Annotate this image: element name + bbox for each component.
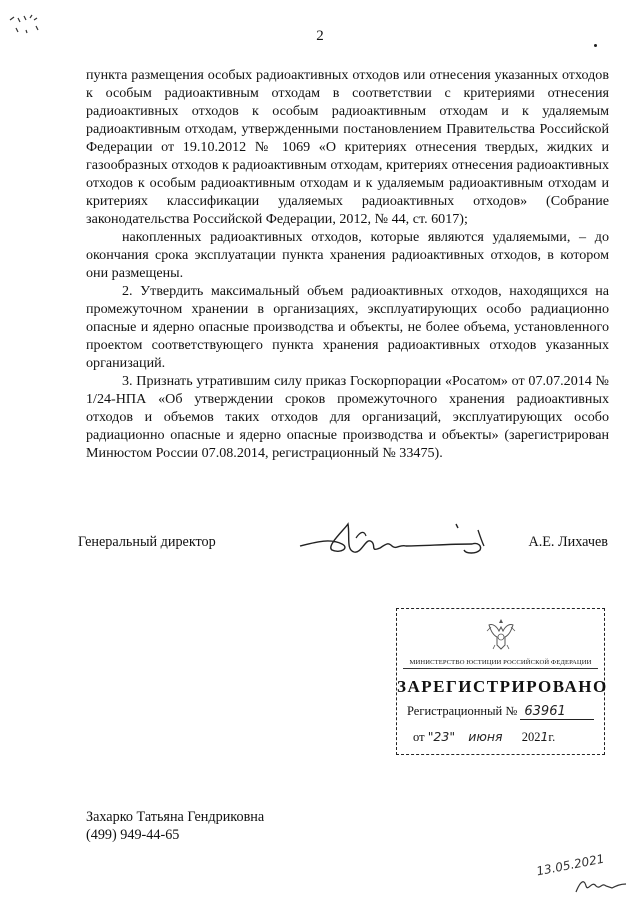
registration-label: Регистрационный №	[407, 704, 518, 718]
handwritten-date: 13.05.2021	[535, 851, 606, 879]
date-day: "23"	[427, 729, 456, 744]
handwritten-initials	[572, 872, 630, 898]
registration-number-line	[407, 704, 594, 720]
document-body	[86, 66, 609, 462]
date-prefix: от	[413, 730, 425, 744]
date-year-suffix: 1	[540, 729, 549, 744]
signatory-title: Генеральный директор	[78, 534, 216, 550]
registration-number: 63961	[524, 704, 566, 719]
contact-phone: (499) 949-44-65	[86, 827, 180, 843]
paragraph-continuation: пункта размещения особых радиоактивных отходов или отнесения указанных отходов к особым радиоактивным отходам в соответствии с критериями отнесения радиоактивных отходов к особым радиоактивным отходам и к удаляемым радиоактивным отходам, утвержденными постановлением Правительства Российской Федерации от 19.10.2012 № 1069 «О критериях отнесения твердых, жидких и газообразных отходов к радиоактивным отходам, критериях отнесения радиоактивных отходов к особым радиоактивным отходам и к удаляемым радиоактивным отходам и критериях классификации удаляемых радиоактивных отходов» (Собрание законодательства Российской Федерации, 2012, № 44, ст. 6017);	[86, 67, 609, 227]
registration-stamp	[396, 608, 608, 755]
contact-block	[86, 808, 264, 844]
stamp-registered-title: ЗАРЕГИСТРИРОВАНО	[397, 677, 608, 696]
date-month: июня	[468, 729, 503, 744]
contact-name: Захарко Татьяна Гендриковна	[86, 809, 265, 825]
scan-dot	[594, 44, 597, 47]
paragraph-item-2: 2. Утвердить максимальный объем радиоактивных отходов, находящихся на промежуточном хранении в организациях, эксплуатирующих особо радиационно опасные и ядерно опасные производства и объекты, не более объема, установленного проектом соответствующего пункта хранения радиоактивных отходов указанных организаций.	[86, 283, 609, 371]
signature-row	[78, 534, 608, 558]
date-year-prefix: 202	[521, 730, 541, 744]
date-suffix: г.	[548, 730, 556, 744]
registration-date-line	[413, 729, 555, 745]
paragraph-accumulated-waste: накопленных радиоактивных отходов, которые являются удаляемыми, – до окончания срока эксплуатации пункта хранения радиоактивных отходов, в котором они размещены.	[86, 229, 609, 281]
signatory-name: А.Е. Лихачев	[528, 534, 608, 550]
page-number: 2	[316, 28, 324, 44]
double-headed-eagle-emblem	[481, 615, 521, 653]
paragraph-item-3: 3. Признать утратившим силу приказ Госкорпорации «Росатом» от 07.07.2014 № 1/24-НПА «Об утверждении сроков промежуточного хранения радиоактивных отходов и объемов таких отходов для организаций, эксплуатирующих особо радиационно опасные и ядерно опасные производства и объекты» (зарегистрирован Минюстом России 07.08.2014, регистрационный № 33475).	[86, 373, 609, 461]
stamp-divider	[403, 668, 598, 669]
ministry-caption: МИНИСТЕРСТВО ЮСТИЦИИ РОССИЙСКОЙ ФЕДЕРАЦИИ	[409, 659, 592, 666]
